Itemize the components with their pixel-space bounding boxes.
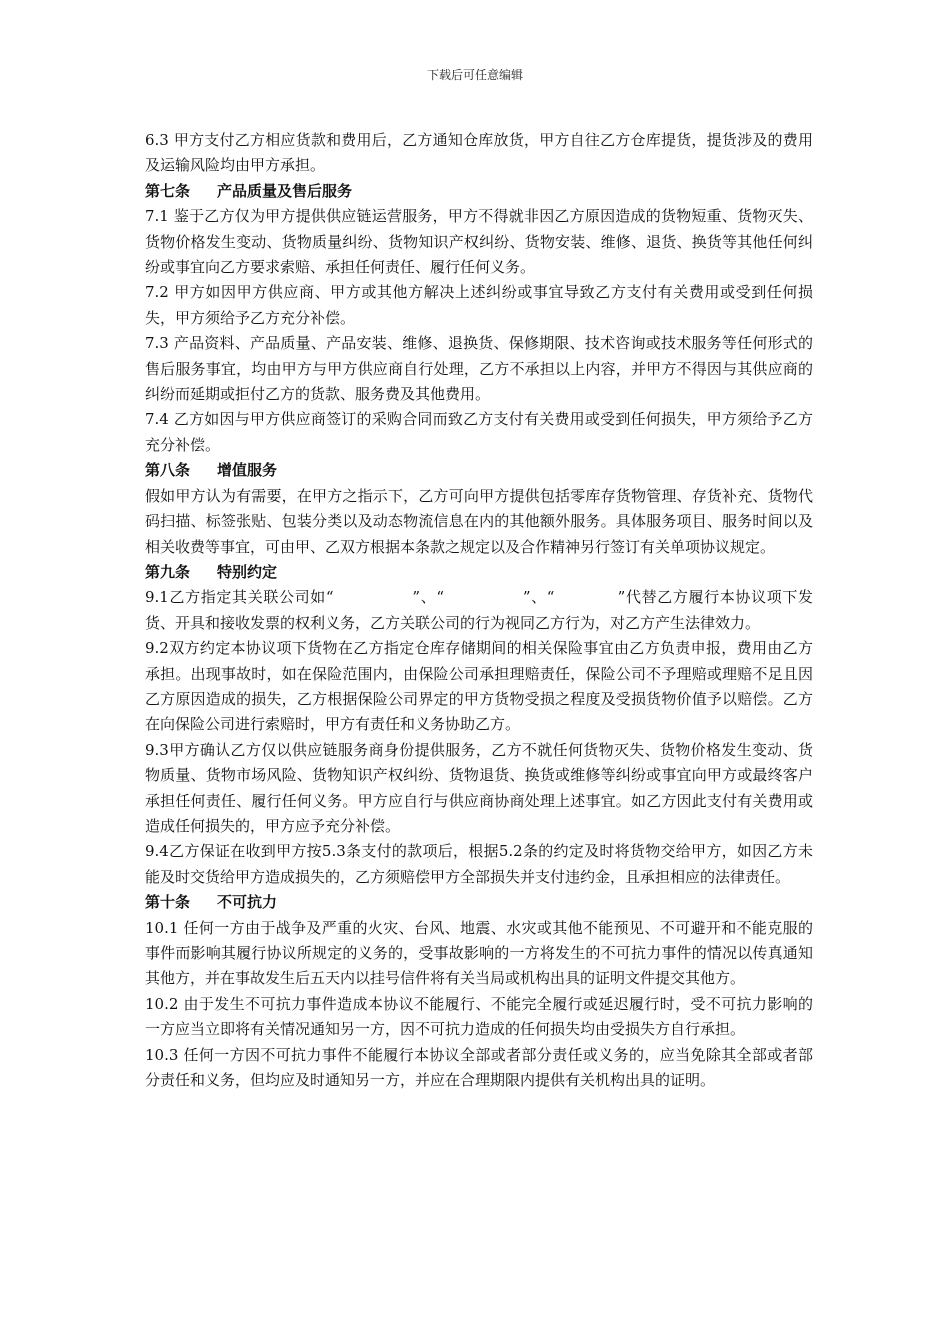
paragraph-10-2: 10.2 由于发生不可抗力事件造成本协议不能履行、不能完全履行或延迟履行时，受不可抗力影响的一方应当立即将有关情况通知另一方，因不可抗力造成的任何损失均由受损失方自行承担。 bbox=[145, 994, 813, 1039]
paragraph-7-4: 7.4 乙方如因与甲方供应商签订的采购合同而致乙方支付有关费用或受到任何损失，甲方须给予乙方充分补偿。 bbox=[145, 410, 813, 454]
paragraph-7-3: 7.3 产品资料、产品质量、产品安装、维修、退换货、保修期限、技术咨询或技术服务等任何形式的售后服务事宜，均由甲方与甲方供应商自行处理，乙方不承担以上内容，并甲方不得因与其供应商的纠纷而延期或拒付乙方的货款、服务费及其他费用。 bbox=[145, 334, 813, 404]
paragraph-10-1: 10.1 任何一方由于战争及严重的火灾、台风、地震、水灾或其他不能预见、不可避开和不能克服的事件而影响其履行协议所规定的义务的，受事故影响的一方将发生的不可抗力事件的情况以传真通知其他方，并在事故发生后五天内以挂号信件将有关当局或机构出具的证明文件提交其他方。 bbox=[145, 918, 813, 988]
section-title: 特别约定 bbox=[217, 562, 278, 581]
section-heading-10 bbox=[145, 890, 813, 915]
section-heading-8 bbox=[145, 458, 813, 483]
section-title: 不可抗力 bbox=[217, 893, 278, 912]
paragraph-7-2: 7.2 甲方如因甲方供应商、甲方或其他方解决上述纠纷或事宜导致乙方支付有关费用或受到任何损失，甲方须给予乙方充分补偿。 bbox=[145, 283, 813, 327]
paragraph-9-2: 9.2双方约定本协议项下货物在乙方指定仓库存储期间的相关保险事宜由乙方负责申报，费用由乙方承担。出现事故时，如在保险范围内，由保险公司承担理赔责任，保险公司不予理赔或理赔不足且因乙方原因造成的损失，乙方根据保险公司界定的甲方货物受损之程度及受损货物价值予以赔偿。乙方在向保险公司进行索赔时，甲方有责任和义务协助乙方。 bbox=[145, 639, 813, 734]
page-header: 下载后可任意编辑 bbox=[426, 68, 523, 82]
paragraph-9-4: 9.4乙方保证在收到甲方按5.3条支付的款项后，根据5.2条的约定及时将货物交给甲方，如因乙方未能及时交货给甲方造成损失的，乙方须赔偿甲方全部损失并支付违约金，且承担相应的法律责任。 bbox=[145, 842, 813, 886]
section-number: 第十条 bbox=[145, 893, 191, 912]
paragraph-9-3: 9.3甲方确认乙方仅以供应链服务商身份提供服务，乙方不就任何货物灭失、货物价格发生变动、货物质量、货物市场风险、货物知识产权纠纷、货物退货、换货或维修等纠纷或事宜向甲方或最终客户承担任何责任、履行任何义务。甲方应自行与供应商协商处理上述事宜。如乙方因此支付有关费用或造成任何损失的，甲方应予充分补偿。 bbox=[145, 740, 813, 835]
section-number: 第八条 bbox=[145, 461, 191, 480]
section-heading-7 bbox=[145, 179, 813, 204]
section-number: 第九条 bbox=[145, 562, 191, 581]
section-title: 产品质量及售后服务 bbox=[217, 181, 353, 200]
section-heading-9 bbox=[145, 560, 813, 585]
paragraph-6-3: 6.3 甲方支付乙方相应货款和费用后，乙方通知仓库放货，甲方自往乙方仓库提货，提货涉及的费用及运输风险均由甲方承担。 bbox=[145, 131, 813, 175]
section-title: 增值服务 bbox=[217, 461, 278, 480]
document-body bbox=[145, 128, 813, 1093]
section-number: 第七条 bbox=[145, 181, 191, 200]
paragraph-7-1: 7.1 鉴于乙方仅为甲方提供供应链运营服务，甲方不得就非因乙方原因造成的货物短重、货物灭失、货物价格发生变动、货物质量纠纷、货物知识产权纠纷、货物安装、维修、退货、换货等其他任何纠纷或事宜向乙方要求索赔、承担任何责任、履行任何义务。 bbox=[145, 207, 813, 277]
paragraph-10-3: 10.3 任何一方因不可抗力事件不能履行本协议全部或者部分责任或义务的，应当免除其全部或者部分责任和义务，但均应及时通知另一方，并应在合理期限内提供有关机构出具的证明。 bbox=[145, 1045, 813, 1090]
paragraph-9-1: 9.1乙方指定其关联公司如“ ”、“ ”、“ ”代替乙方履行本协议项下发货、开具和接收发票的权利义务，乙方关联公司的行为视同乙方行为，对乙方产生法律效力。 bbox=[145, 588, 813, 632]
paragraph-8: 假如甲方认为有需要，在甲方之指示下，乙方可向甲方提供包括零库存货物管理、存货补充、货物代码扫描、标签张贴、包装分类以及动态物流信息在内的其他额外服务。具体服务项目、服务时间以及相关收费等事宜，可由甲、乙双方根据本条款之规定以及合作精神另行签订有关单项协议规定。 bbox=[145, 486, 813, 556]
